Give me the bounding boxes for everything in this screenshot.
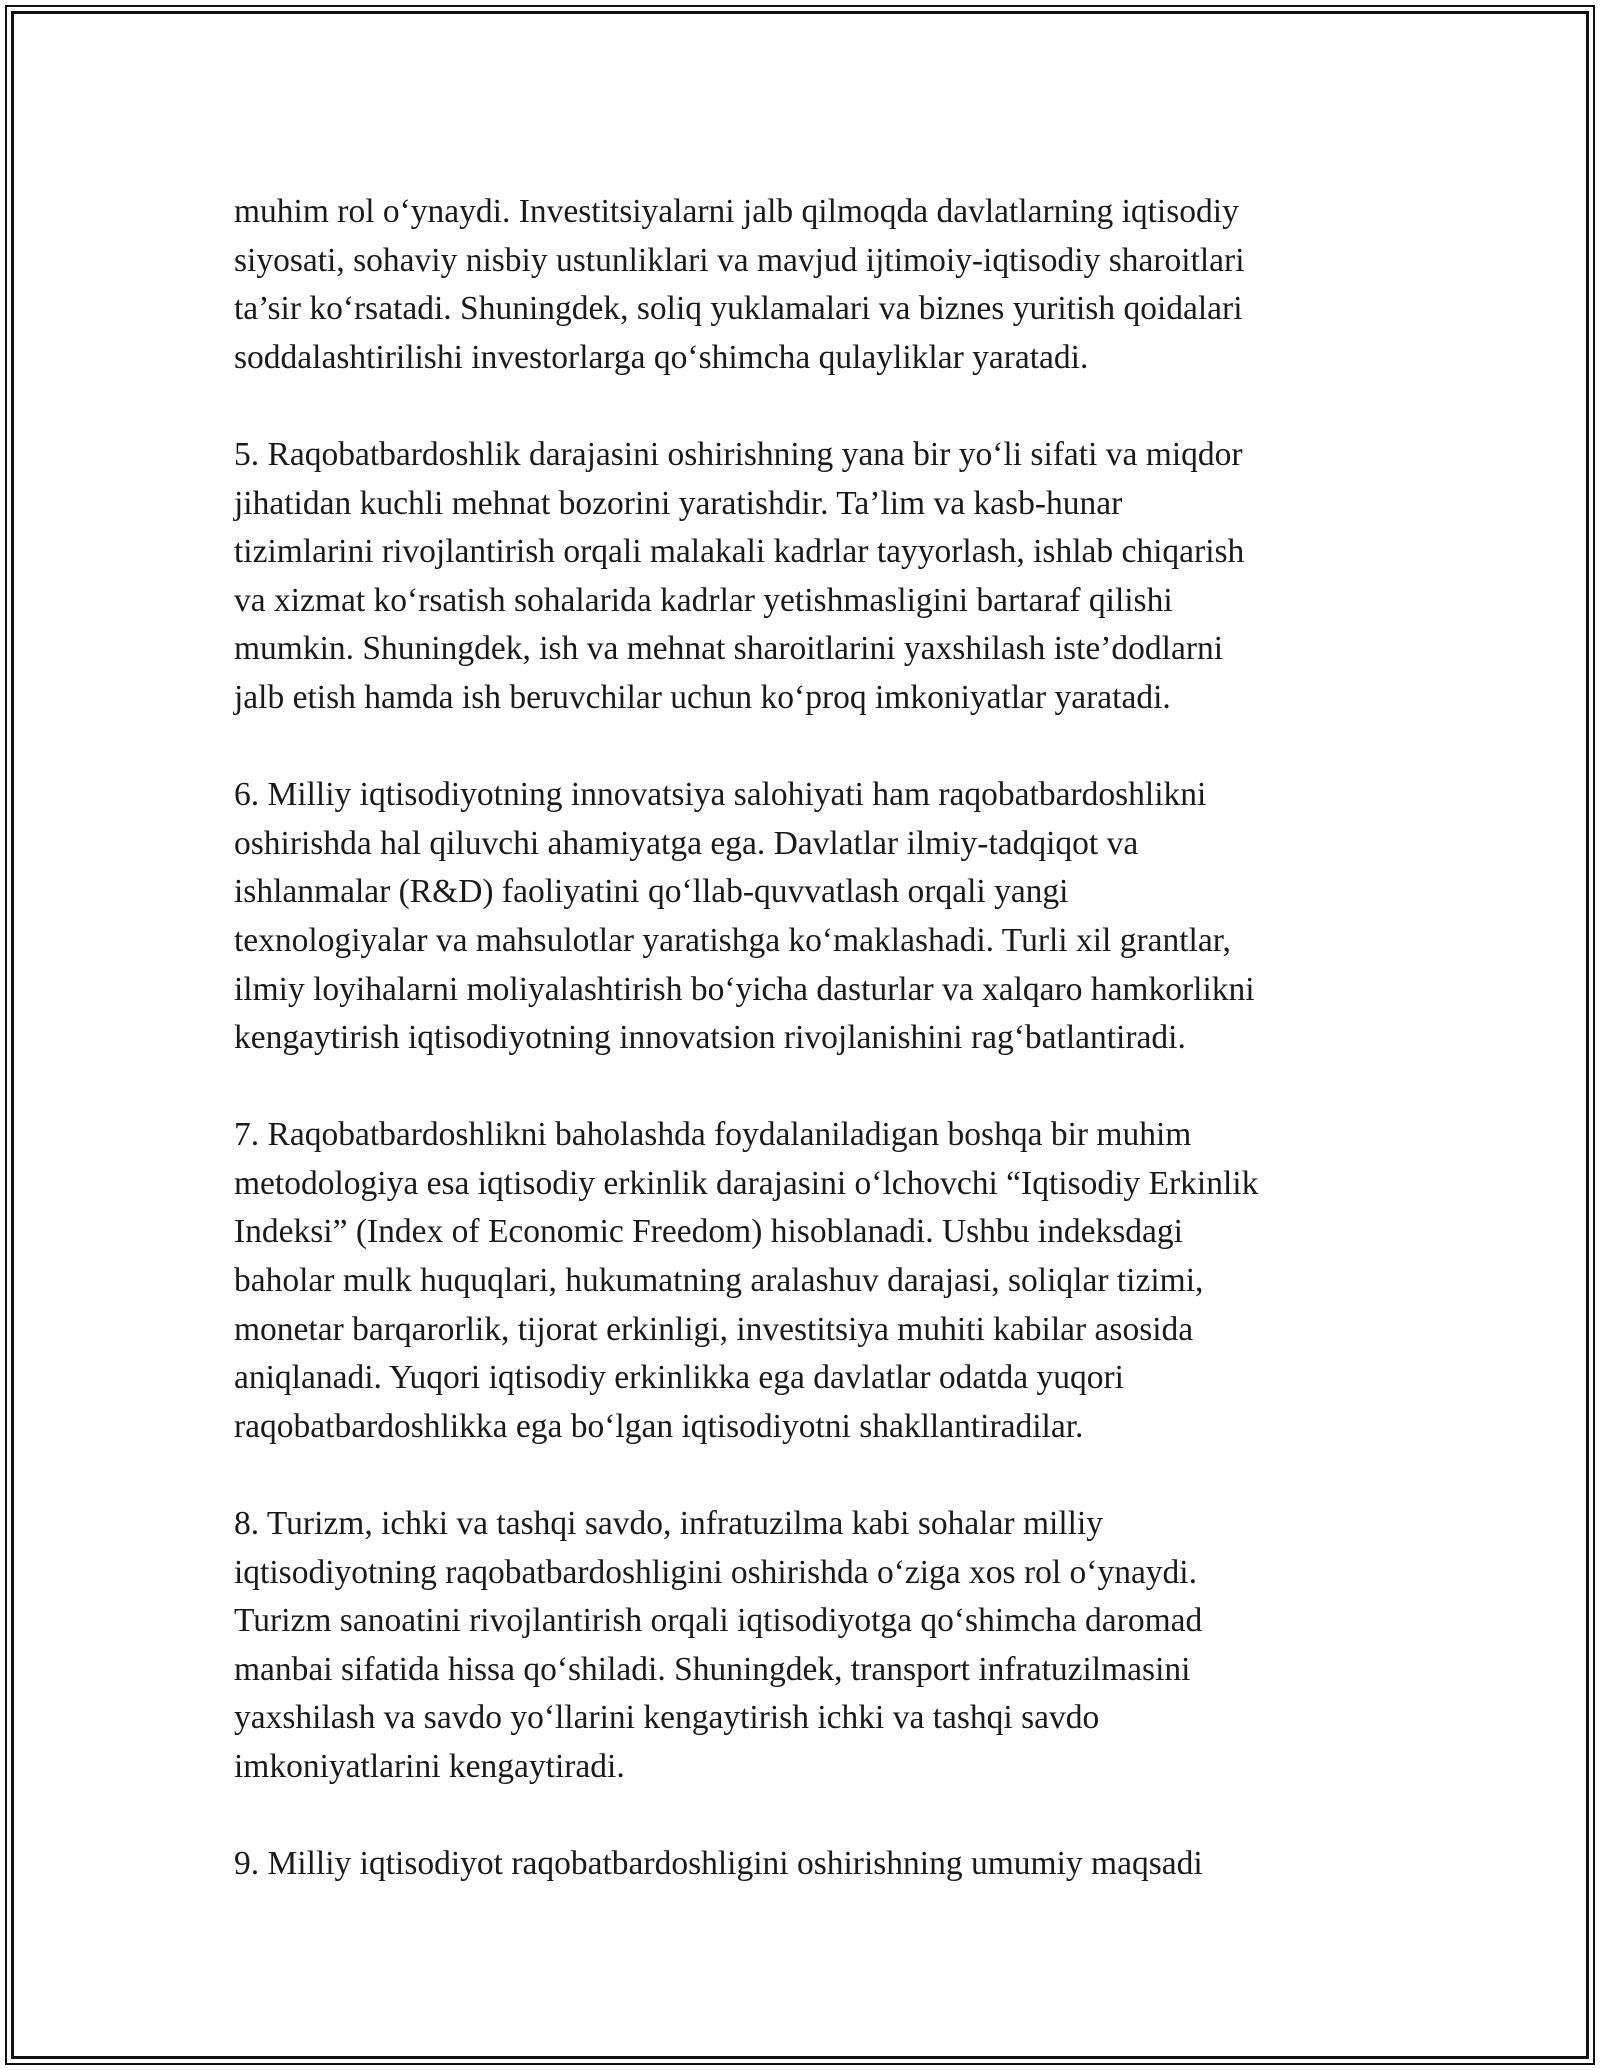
text-line: baholar mulk huquqlari, hukumatning aralashuv darajasi, soliqlar tizimi, xyxy=(234,1262,1204,1300)
text-line: 6. Milliy iqtisodiyotning innovatsiya salohiyati ham raqobatbardoshlikni xyxy=(234,776,1207,814)
text-line: texnologiyalar va mahsulotlar yaratishga ko‘maklashadi. Turli xil grantlar, xyxy=(234,921,1231,959)
text-line: soddalashtirilishi investorlarga qo‘shimcha qulayliklar yaratadi. xyxy=(234,338,1089,376)
text-line: jihatidan kuchli mehnat bozorini yaratishdir. Ta’lim va kasb-hunar xyxy=(234,484,1123,522)
paragraph-3 xyxy=(234,771,1374,1063)
text-line: kengaytirish iqtisodiyotning innovatsion rivojlanishini rag‘batlantiradi. xyxy=(234,1019,1186,1057)
text-line: metodologiya esa iqtisodiy erkinlik darajasini o‘lchovchi “Iqtisodiy Erkinlik xyxy=(234,1164,1259,1202)
text-line: aniqlanadi. Yuqori iqtisodiy erkinlikka ega davlatlar odatda yuqori xyxy=(234,1359,1124,1397)
text-line: 9. Milliy iqtisodiyot raqobatbardoshligini oshirishning umumiy maqsadi xyxy=(234,1845,1203,1883)
document-body xyxy=(234,188,1374,1937)
text-line: va xizmat ko‘rsatish sohalarida kadrlar yetishmasligini bartaraf qilishi xyxy=(234,581,1173,619)
paragraph-6 xyxy=(234,1840,1374,1889)
text-line: ishlanmalar (R&D) faoliyatini qo‘llab-quvvatlash orqali yangi xyxy=(234,873,1069,911)
text-line: siyosati, sohaviy nisbiy ustunliklari va mavjud ijtimoiy-iqtisodiy sharoitlari xyxy=(234,241,1245,279)
text-line: oshirishda hal qiluvchi ahamiyatga ega. Davlatlar ilmiy-tadqiqot va xyxy=(234,824,1139,862)
text-line: 7. Raqobatbardoshlikni baholashda foydalaniladigan boshqa bir muhim xyxy=(234,1116,1192,1154)
text-line: jalb etish hamda ish beruvchilar uchun ko‘proq imkoniyatlar yaratadi. xyxy=(234,678,1171,716)
text-line: 5. Raqobatbardoshlik darajasini oshirishning yana bir yo‘li sifati va miqdor xyxy=(234,435,1243,473)
text-line: ilmiy loyihalarni moliyalashtirish bo‘yicha dasturlar va xalqaro hamkorlikni xyxy=(234,970,1255,1008)
paragraph-4 xyxy=(234,1111,1374,1451)
text-line: yaxshilash va savdo yo‘llarini kengaytirish ichki va tashqi savdo xyxy=(234,1699,1100,1737)
text-line: tizimlarini rivojlantirish orqali malakali kadrlar tayyorlash, ishlab chiqarish xyxy=(234,533,1245,571)
text-line: Turizm sanoatini rivojlantirish orqali iqtisodiyotga qo‘shimcha daromad xyxy=(234,1602,1203,1640)
text-line: monetar barqarorlik, tijorat erkinligi, investitsiya muhiti kabilar asosida xyxy=(234,1310,1194,1348)
text-line: 8. Turizm, ichki va tashqi savdo, infratuzilma kabi sohalar milliy xyxy=(234,1505,1104,1543)
paragraph-5 xyxy=(234,1500,1374,1792)
text-line: imkoniyatlarini kengaytiradi. xyxy=(234,1748,625,1785)
text-line: manbai sifatida hissa qo‘shiladi. Shuningdek, transport infratuzilmasini xyxy=(234,1650,1191,1688)
text-line: muhim rol o‘ynaydi. Investitsiyalarni jalb qilmoqda davlatlarning iqtisodiy xyxy=(234,193,1239,230)
text-line: Indeksi” (Index of Economic Freedom) hisoblanadi. Ushbu indeksdagi xyxy=(234,1213,1183,1251)
text-line: raqobatbardoshlikka ega bo‘lgan iqtisodiyotni shakllantiradilar. xyxy=(234,1407,1084,1445)
text-line: mumkin. Shuningdek, ish va mehnat sharoitlarini yaxshilash iste’dodlarni xyxy=(234,630,1224,668)
paragraph-1 xyxy=(234,188,1374,382)
text-line: ta’sir ko‘rsatadi. Shuningdek, soliq yuklamalari va biznes yuritish qoidalari xyxy=(234,290,1243,328)
paragraph-2 xyxy=(234,431,1374,723)
text-line: iqtisodiyotning raqobatbardoshligini oshirishda o‘ziga xos rol o‘ynaydi. xyxy=(234,1553,1197,1591)
